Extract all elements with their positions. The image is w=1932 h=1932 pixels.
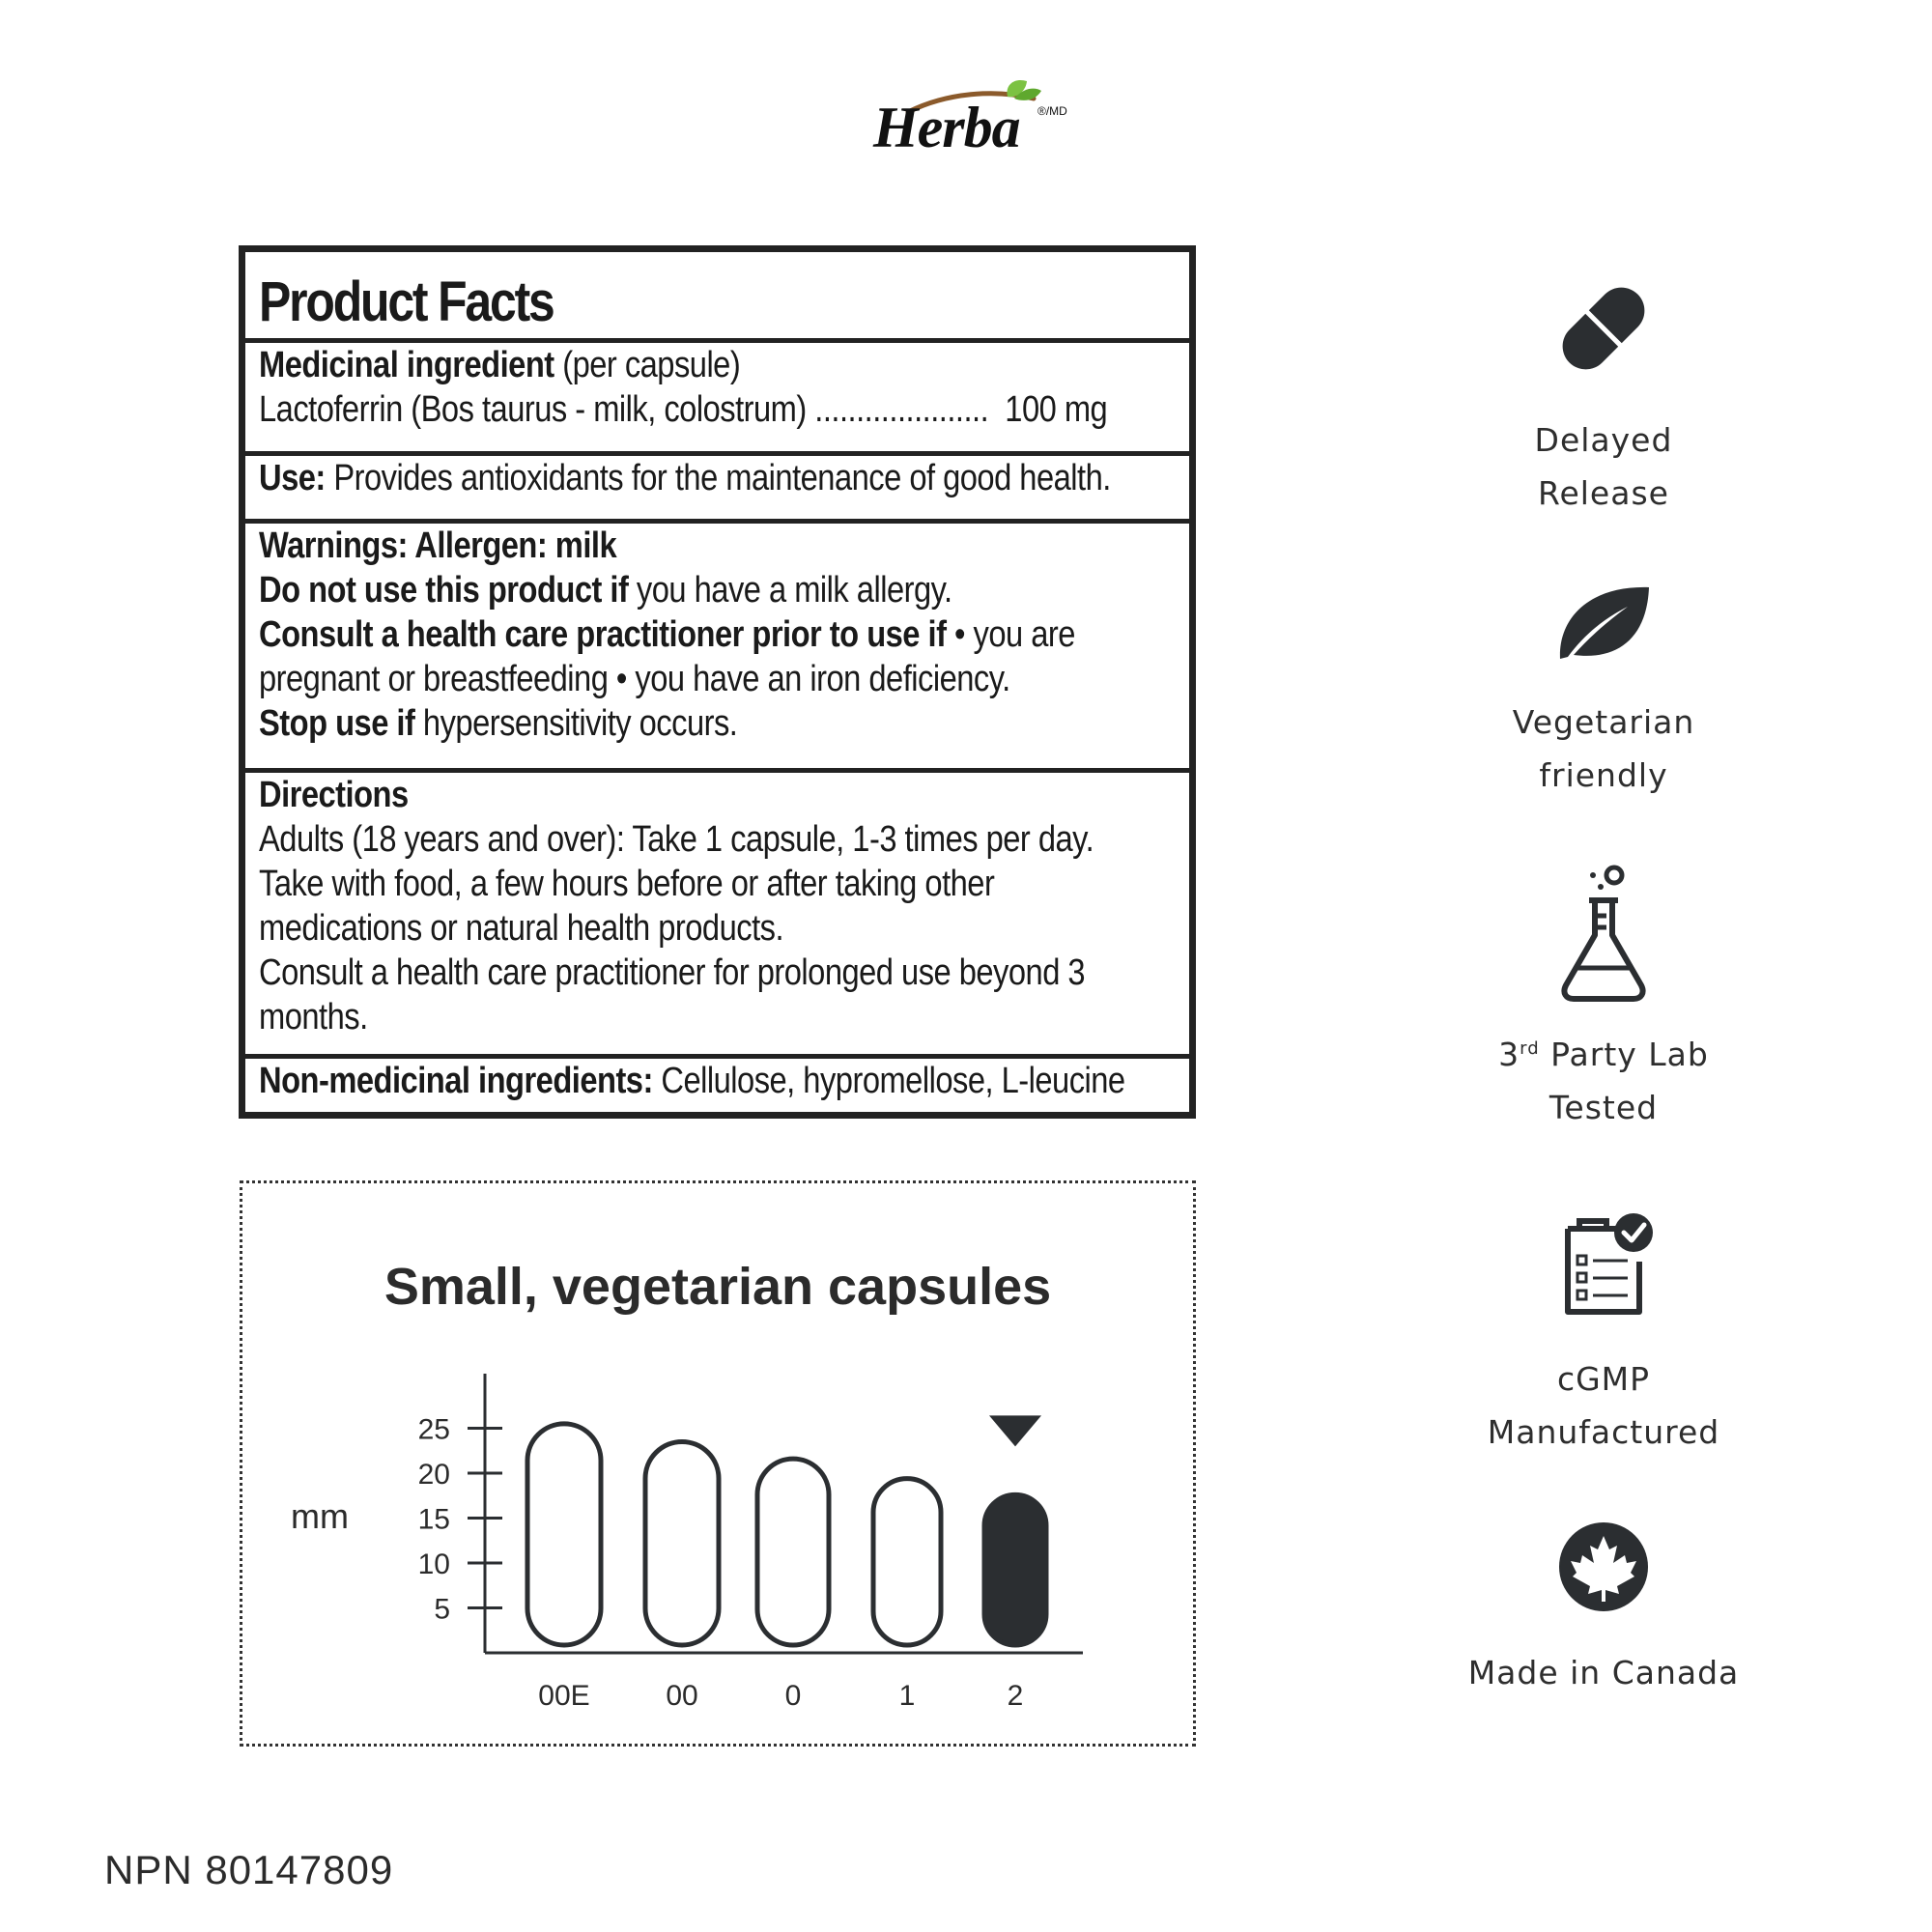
y-tick-label: 15 [417,1503,450,1536]
feature-label: cGMP Manufactured [1487,1360,1720,1451]
directions-section [245,773,1189,1059]
x-tick-label: 1 [898,1680,916,1712]
feature-delayed-release [1430,270,1777,520]
capsule-chart-title: Small, vegetarian capsules [384,1258,1052,1316]
capsule-bar-2 [984,1494,1046,1645]
brand-name: Herba [873,96,1020,159]
do-not-use-text: you have a milk allergy. [628,570,952,611]
non-medicinal-label: Non-medicinal ingredients: [259,1061,653,1101]
feature-vegetarian [1430,580,1777,802]
feature-label: Vegetarian friendly [1512,703,1695,794]
maple-leaf-icon [1555,1519,1652,1615]
consult-text-2: pregnant or breastfeeding • you have an iron deficiency. [259,659,1010,699]
stop-use-label: Stop use if [259,703,415,744]
ingredient-name: Lactoferrin (Bos taurus - milk, colostrum) [259,389,807,430]
capsule-size-chart [242,1183,1193,1744]
x-tick-label: 00 [666,1680,698,1712]
capsule-size-chart-box [240,1180,1196,1747]
directions-line: medications or natural health products. [259,908,784,949]
x-tick-label: 2 [1007,1680,1024,1712]
consult-label: Consult a health care practitioner prior to use if [259,614,947,655]
directions-line: Consult a health care practitioner for prolonged use beyond 3 [259,952,1086,993]
unit-label: mm [291,1496,349,1536]
x-tick-label: 0 [784,1680,802,1712]
use-section [245,456,1189,524]
flask-icon [1550,862,1657,1007]
feature-label: Made in Canada [1467,1654,1740,1691]
facts-title-section [245,252,1189,343]
non-medicinal-section [245,1059,1189,1103]
y-tick-label: 20 [417,1459,450,1491]
capsule-bar-00E [527,1424,601,1645]
leaf-icon [1550,580,1657,667]
warnings-title: Warnings: Allergen: milk [259,526,617,566]
medicinal-label: Medicinal ingredient [259,345,554,385]
directions-line: Adults (18 years and over): Take 1 capsule, 1-3 times per day. [259,819,1094,860]
ingredient-dots: ..................... [806,389,989,430]
feature-label: Delayed Release [1534,421,1673,512]
capsule-bar-1 [873,1479,941,1645]
x-tick-label: 00E [538,1680,590,1712]
capsule-bar-00 [645,1441,719,1645]
medicinal-ingredient-section [245,343,1189,456]
y-tick-label: 10 [417,1548,450,1580]
y-tick-label: 5 [434,1593,450,1626]
use-label: Use: [259,458,326,498]
capsule-icon [1546,270,1662,386]
brand-logo [869,79,1082,166]
features-column [1430,0,1816,1932]
feature-made-in-canada [1430,1519,1777,1699]
directions-title: Directions [259,775,409,815]
clipboard-check-icon [1550,1208,1657,1323]
stop-use-text: hypersensitivity occurs. [414,703,738,744]
non-medicinal-text: Cellulose, hypromellose, L-leucine [652,1061,1125,1101]
medicinal-qualifier: (per capsule) [554,345,741,385]
feature-lab-tested [1430,862,1777,1134]
brand-trademark: ®/MD [1037,104,1067,118]
ingredient-amount: 100 mg [1005,389,1108,430]
directions-line: months. [259,997,368,1037]
npn-number: NPN 80147809 [104,1847,394,1892]
product-facts-panel [239,245,1196,1119]
directions-line: Take with food, a few hours before or after taking other [259,864,995,904]
warnings-section [245,524,1189,773]
y-tick-label: 25 [417,1413,450,1446]
facts-title: Product Facts [259,270,554,333]
highlight-arrow-icon [989,1415,1041,1446]
feature-label: 3rd Party Lab Tested [1498,1036,1709,1126]
capsule-bar-0 [757,1459,829,1645]
use-text: Provides antioxidants for the maintenance of good health. [325,458,1111,498]
consult-text-1: • you are [946,614,1075,655]
do-not-use-label: Do not use this product if [259,570,629,611]
feature-cgmp [1430,1208,1777,1459]
